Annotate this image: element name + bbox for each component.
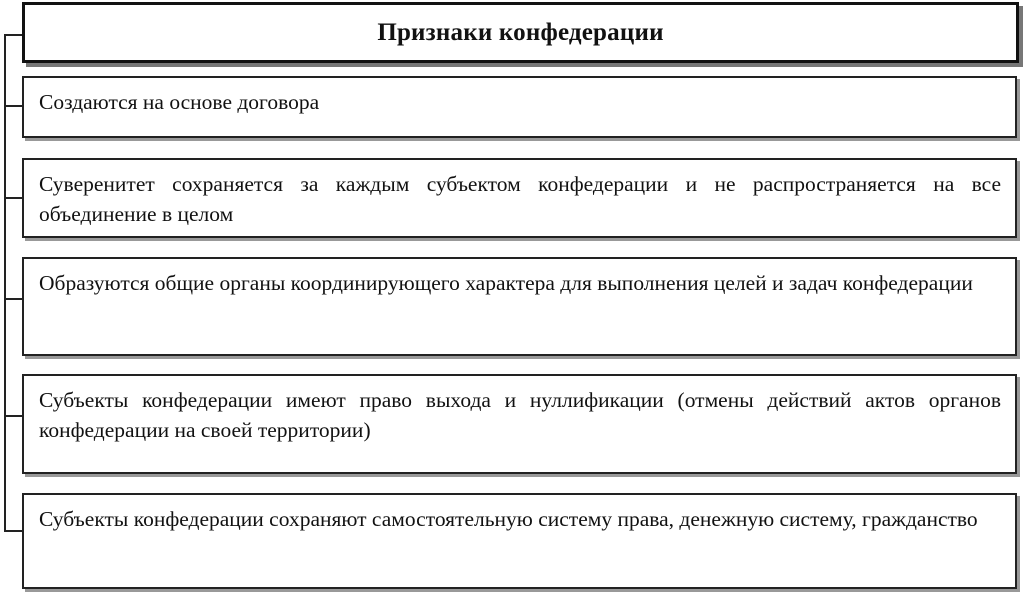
connector-title (4, 34, 23, 36)
connector-item-1 (4, 105, 23, 107)
connector-item-2 (4, 197, 23, 199)
connector-item-3 (4, 298, 23, 300)
feature-box-2 (22, 158, 1017, 238)
feature-text-1: Создаются на основе договора (39, 90, 320, 114)
diagram-title: Признаки конфедерации (377, 18, 664, 46)
feature-text-2: Суверенитет сохраняется за каждым субъектом конфедерации и не распространяется на все объединение в целом (39, 172, 1001, 226)
feature-box-5 (22, 493, 1017, 589)
feature-box-1 (22, 76, 1017, 138)
feature-text-4: Субъекты конфедерации имеют право выхода и нуллификации (отмены действий актов органов конфедерации на своей территории) (39, 388, 1001, 442)
diagram-spine-line (4, 34, 6, 530)
diagram-title-box (22, 2, 1019, 63)
feature-text-5: Субъекты конфедерации сохраняют самостоятельную систему права, денежную систему, гражданство (39, 507, 978, 531)
feature-box-4 (22, 374, 1017, 474)
connector-item-5 (4, 530, 23, 532)
feature-text-3: Образуются общие органы координирующего характера для выполнения целей и задач конфедерации (39, 271, 973, 295)
feature-box-3 (22, 257, 1017, 356)
connector-item-4 (4, 415, 23, 417)
